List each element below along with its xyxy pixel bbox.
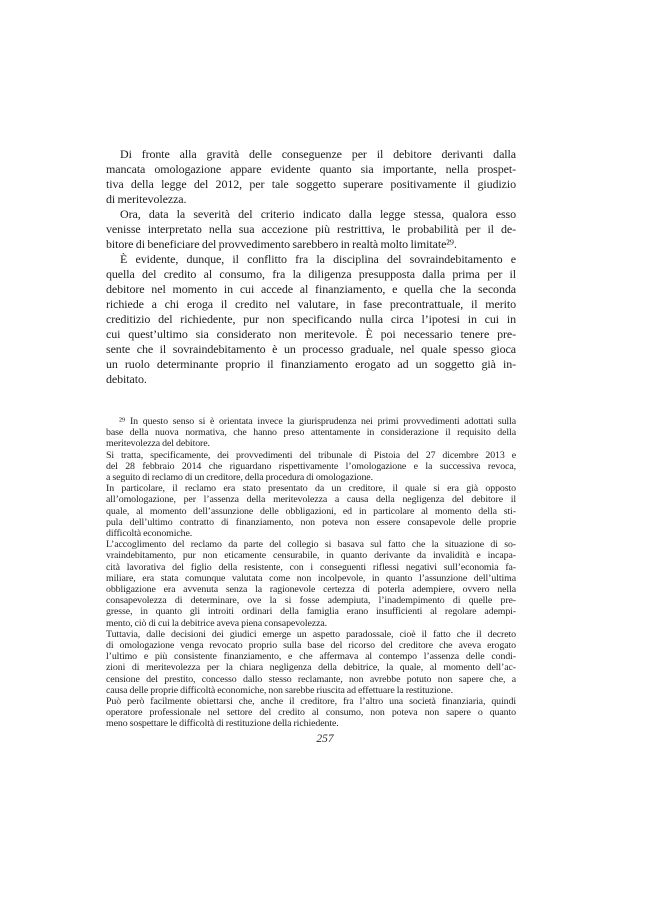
text-line: di omologazione venga revocato proprio sulla base del ricorso del creditore che aveva erogato	[106, 640, 516, 652]
text-line: venisse interpretato nella sua accezione più restrittiva, le probabilità per il de-	[106, 222, 516, 236]
text-line: base della nuova normativa, che hanno preso attentamente in considerazione il requisito della	[106, 427, 516, 439]
text-line: bitore di beneficiare del provvedimento sarebbero in realtà molto limitate²⁹.	[106, 237, 457, 251]
text-line: all’omologazione, per l’assenza della meritevolezza a causa della negligenza del debitore il	[106, 494, 516, 506]
text-line: cui quest’ultimo sia considerato non meritevole. È poi necessario tenere pre-	[106, 327, 516, 341]
text-line: L’accoglimento del reclamo da parte del collegio si basava sul fatto che la situazione di so-	[106, 539, 516, 551]
text-line: ²⁹ In questo senso si è orientata invece la giurisprudenza nei primi provvedimenti adottati sulla	[119, 416, 516, 427]
text-line: Ora, data la severità del criterio indicato dalla legge stessa, qualora esso	[120, 207, 516, 221]
main-text-block	[106, 147, 516, 387]
text-line: Si tratta, specificamente, dei provvedimenti del tribunale di Pistoia del 27 dicembre 2013 e	[106, 449, 516, 461]
text-line: mento, ciò di cui la debitrice aveva piena consapevolezza.	[106, 617, 328, 629]
paragraph	[106, 252, 516, 387]
text-line: zioni di meritevolezza per la chiara negligenza della debitrice, la quale, al momento dell’ac-	[106, 662, 516, 674]
footnote-block	[106, 416, 516, 730]
footnote-paragraph	[106, 416, 516, 450]
text-line: creditizio del richiedente, pur non specificando nulla circa l’ipotesi in cui in	[106, 312, 516, 326]
text-line: quale, al momento dell’assunzione delle obbligazioni, ed in particolare al momento della sti-	[106, 505, 516, 517]
paragraph	[106, 147, 516, 207]
text-line: un ruolo determinante proprio il finanziamento erogato ad un soggetto già in-	[106, 357, 516, 371]
text-line: mancata omologazione appare evidente quanto sia importante, nella prospet-	[106, 162, 516, 176]
text-line: tiva della legge del 2012, per tale soggetto superare positivamente il giudizio	[106, 177, 516, 191]
text-line: pula dell’ultimo contratto di finanziamento, non poteva non essere consapevole delle proprie	[106, 516, 516, 528]
text-line: vraindebitamento, pur non eticamente censurabile, in quanto derivante da invalidità e incapa-	[106, 550, 516, 562]
text-line: Di fronte alla gravità delle conseguenze per il debitore derivanti dalla	[120, 147, 516, 161]
text-line: meritevolezza del debitore.	[106, 438, 210, 450]
text-line: richiede a chi eroga il credito nel valutare, in fase precontrattuale, il merito	[106, 297, 516, 311]
text-line: meno sospettare le difficoltà di restituzione della richiedente.	[106, 718, 339, 730]
footnote-paragraph	[106, 539, 516, 629]
footnote-paragraph	[106, 629, 516, 696]
text-line: quella del credito al consumo, fra la diligenza presupposta dalla prima per il	[106, 267, 516, 281]
paragraph	[106, 207, 516, 252]
text-line: È evidente, dunque, il conflitto fra la disciplina del sovraindebitamento e	[120, 252, 516, 266]
text-line: Tuttavia, dalle decisioni dei giudici emerge un aspetto paradossale, cioè il fatto che il decreto	[106, 628, 516, 640]
text-line: censione del prestito, concesso dallo stesso reclamante, non avrebbe potuto non sapere che, a	[106, 673, 516, 685]
text-line: Può però facilmente obiettarsi che, anche il creditore, fra l’altro una società finanziaria, quindi	[106, 696, 516, 708]
text-line: debitore nel momento in cui accede al finanziamento, e quella che la seconda	[106, 282, 516, 296]
text-line: del 28 febbraio 2014 che riguardano rispettivamente l’omologazione e la successiva revoca,	[106, 460, 516, 472]
footnote-paragraph	[106, 696, 516, 730]
text-line: causa delle proprie difficoltà economiche, non sarebbe riuscita ad effettuare la restituzione.	[106, 684, 453, 696]
footnote-paragraph	[106, 450, 516, 484]
text-line: consapevolezza di determinare, ove la si fosse adempiuta, l’inadempimento di quelle pre-	[106, 595, 516, 607]
text-line: sente che il sovraindebitamento è un processo graduale, nel quale spesso gioca	[106, 342, 516, 356]
text-line: debitato.	[106, 372, 147, 386]
text-line: operatore professionale nel settore del credito al consumo, non poteva non sapere o quanto	[106, 707, 516, 719]
text-line: a seguito di reclamo di un creditore, della procedura di omologazione.	[106, 472, 373, 484]
text-line: In particolare, il reclamo era stato presentato da un creditore, il quale si era già opposto	[106, 483, 516, 495]
footnote-paragraph	[106, 483, 516, 539]
page-number: 257	[316, 733, 334, 745]
text-line: di meritevolezza.	[106, 192, 187, 206]
text-line: miliare, era stata comunque valutata come non incolpevole, in quanto l’assunzione dell’ultima	[106, 572, 516, 584]
text-line: gresse, in quanto gli introiti ordinari della famiglia erano insufficienti al regolare adempi-	[106, 606, 516, 618]
text-line: difficoltà economiche.	[106, 528, 193, 540]
text-line: cità lavorativa del figlio della resistente, con i conseguenti riflessi negativi sull’economia fa-	[106, 561, 516, 573]
text-line: obbligazione era avvenuta senza la ragionevole certezza di poterla adempiere, ovvero nella	[106, 584, 516, 596]
text-line: l’ultimo e più consistente finanziamento, e che affermava al contempo l’assenza delle condi-	[106, 651, 516, 663]
